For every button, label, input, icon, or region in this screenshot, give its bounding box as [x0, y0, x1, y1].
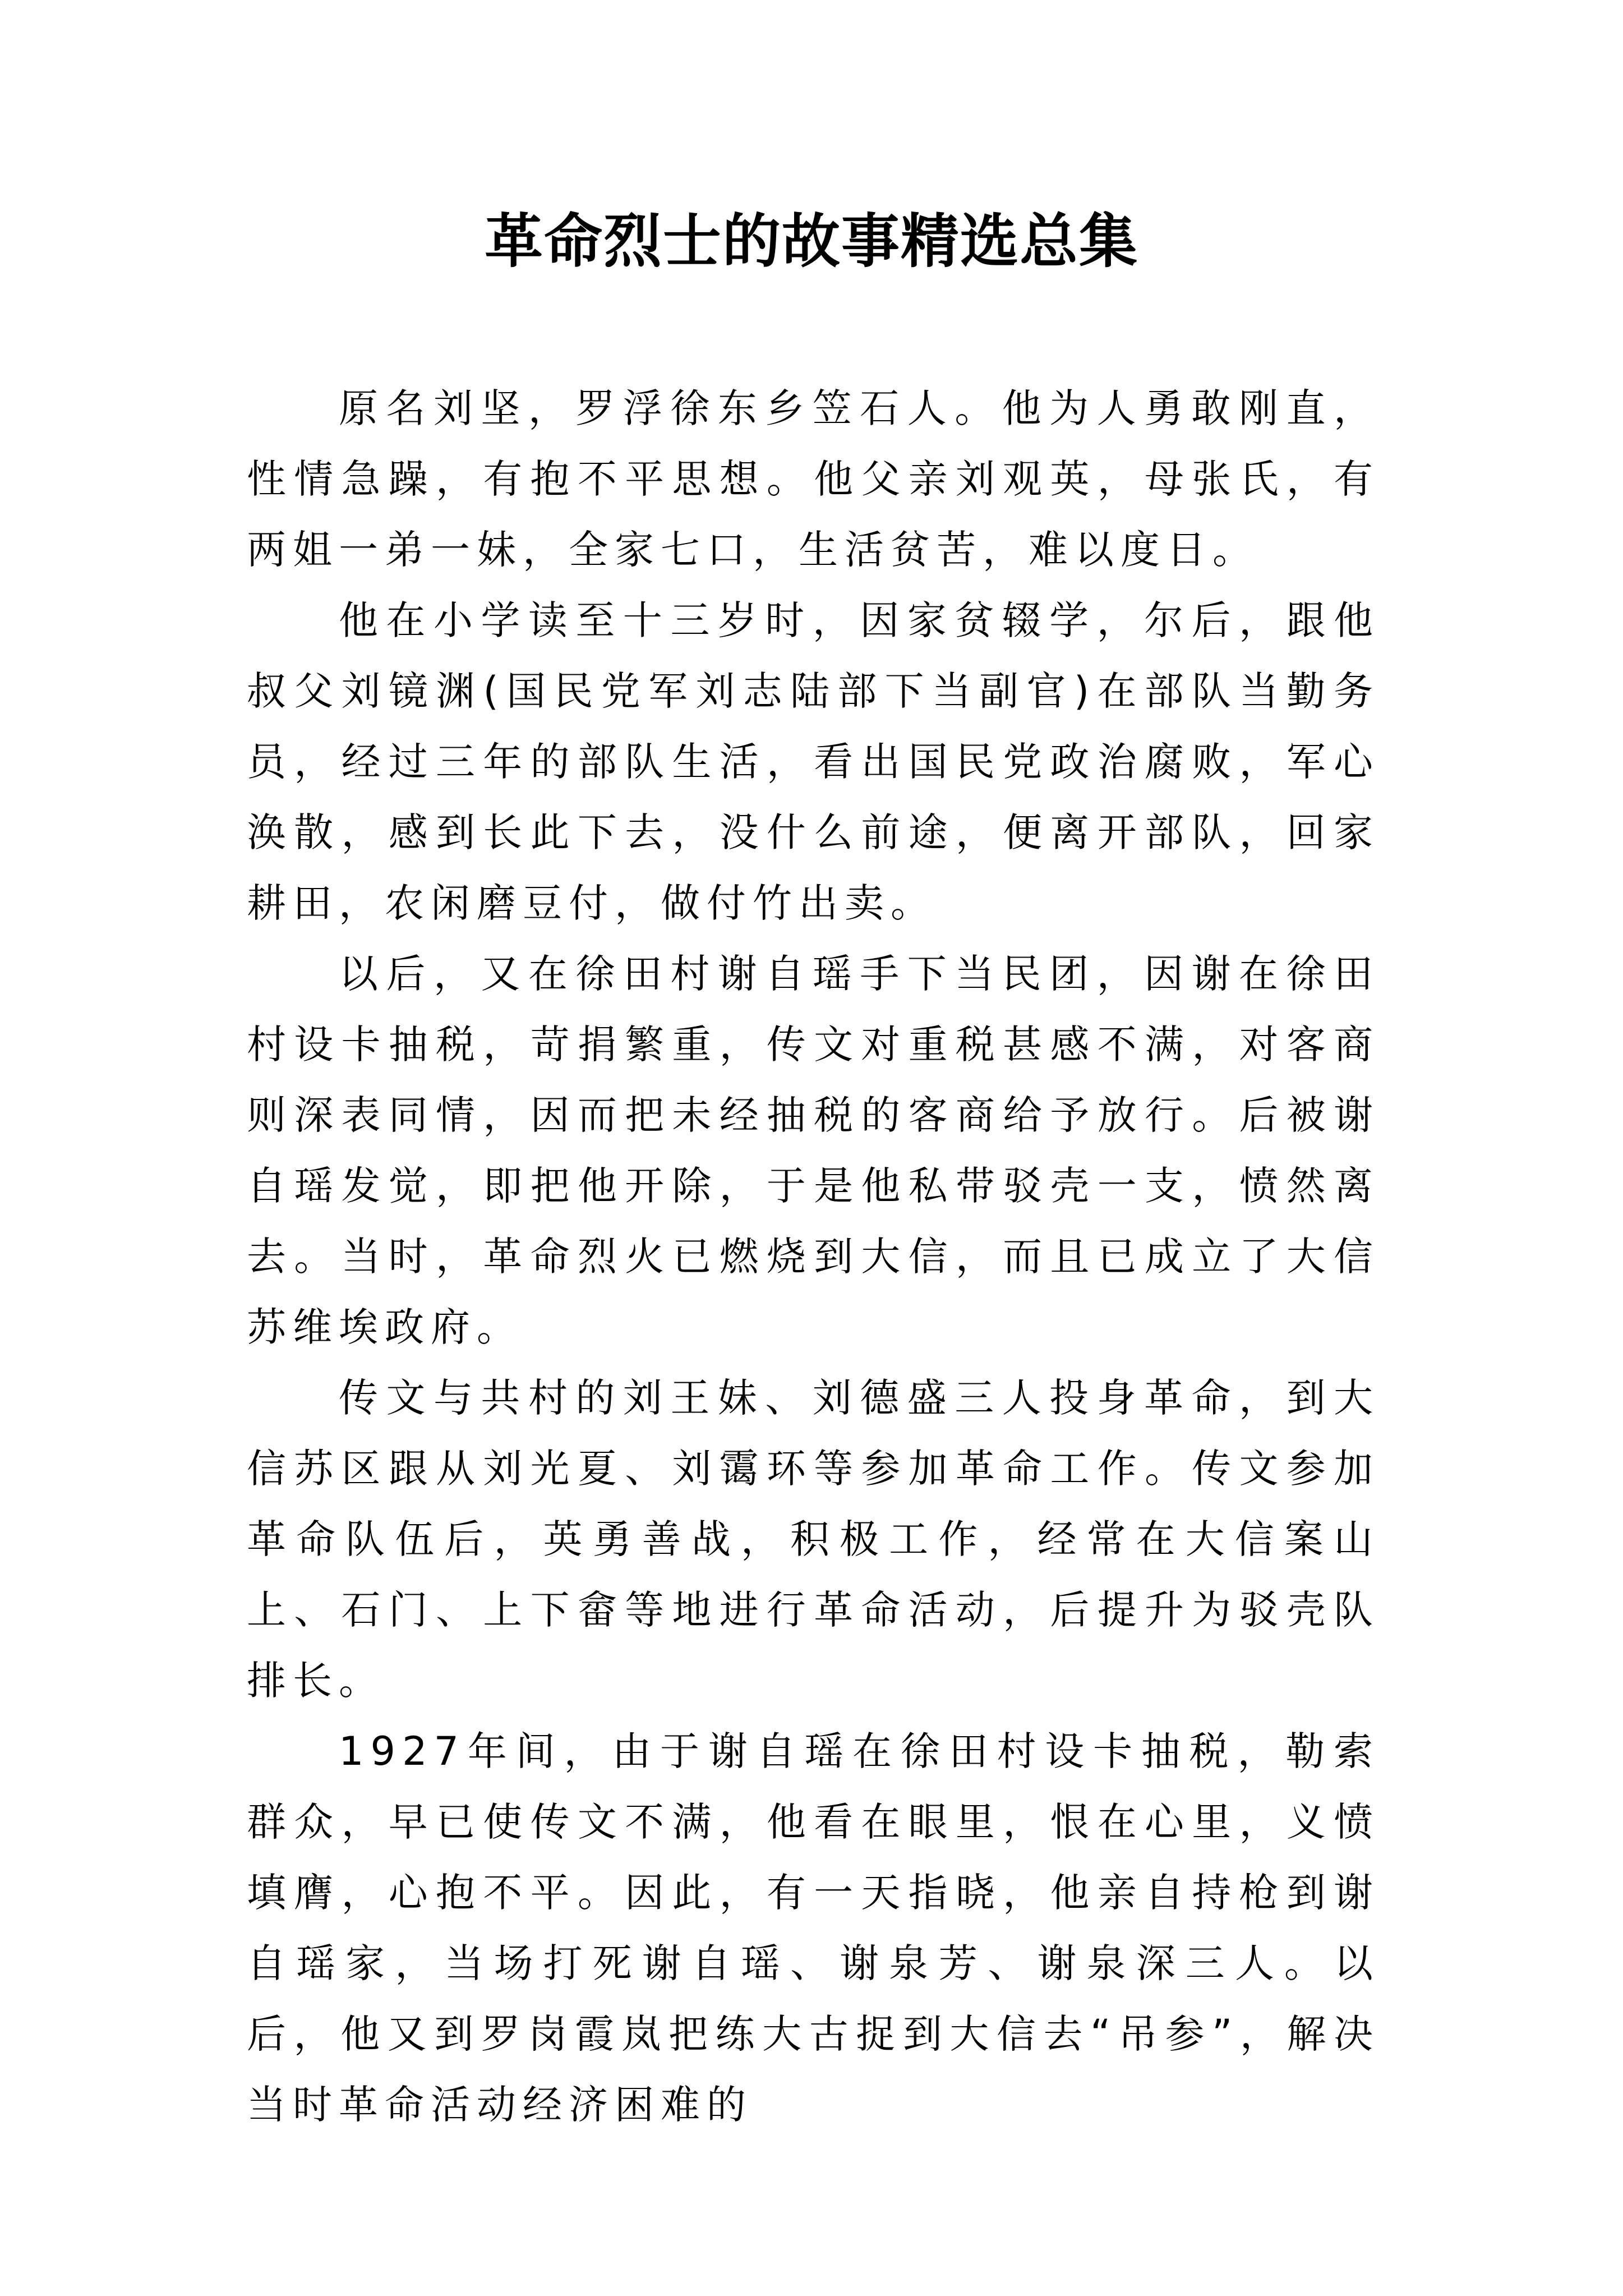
document-title: 革命烈士的故事精选总集	[484, 206, 1138, 275]
paragraph-1: 原名刘坚，罗浮徐东乡笠石人。他为人勇敢刚直，性情急躁，有抱不平思想。他父亲刘观英，母张氏，有两姐一弟一妹，全家七口，生活贫苦，难以度日。	[247, 385, 1380, 573]
document-body	[247, 373, 1380, 2140]
paragraph-5: 1927年间，由于谢自瑶在徐田村设卡抽税，勒索群众，早已使传文不满，他看在眼里，恨在心里，义愤填膺，心抱不平。因此，有一天指晓，他亲自持枪到谢自瑶家，当场打死谢自瑶、谢泉芳、谢泉深三人。以后，他又到罗岗霞岚把练大古捉到大信去“吊参”，解决当时革命活动经济困难的	[247, 1728, 1380, 2128]
paragraph-3: 以后，又在徐田村谢自瑶手下当民团，因谢在徐田村设卡抽税，苛捐繁重，传文对重税甚感不满，对客商则深表同情，因而把未经抽税的客商给予放行。后被谢自瑶发觉，即把他开除，于是他私带驳壳一支，愤然离去。当时，革命烈火已燃烧到大信，而且已成立了大信苏维埃政府。	[247, 951, 1380, 1350]
paragraph-2: 他在小学读至十三岁时，因家贫辍学，尔后，跟他叔父刘镜渊(国民党军刘志陆部下当副官)在部队当勤务员，经过三年的部队生活，看出国民党政治腐败，军心涣散，感到长此下去，没什么前途，便离开部队，回家耕田，农闲磨豆付，做付竹出卖。	[247, 597, 1380, 926]
paragraph-4: 传文与共村的刘王妹、刘德盛三人投身革命，到大信苏区跟从刘光夏、刘霭环等参加革命工作。传文参加革命队伍后，英勇善战，积极工作，经常在大信案山上、石门、上下畲等地进行革命活动，后提升为驳壳队排长。	[247, 1375, 1380, 1704]
